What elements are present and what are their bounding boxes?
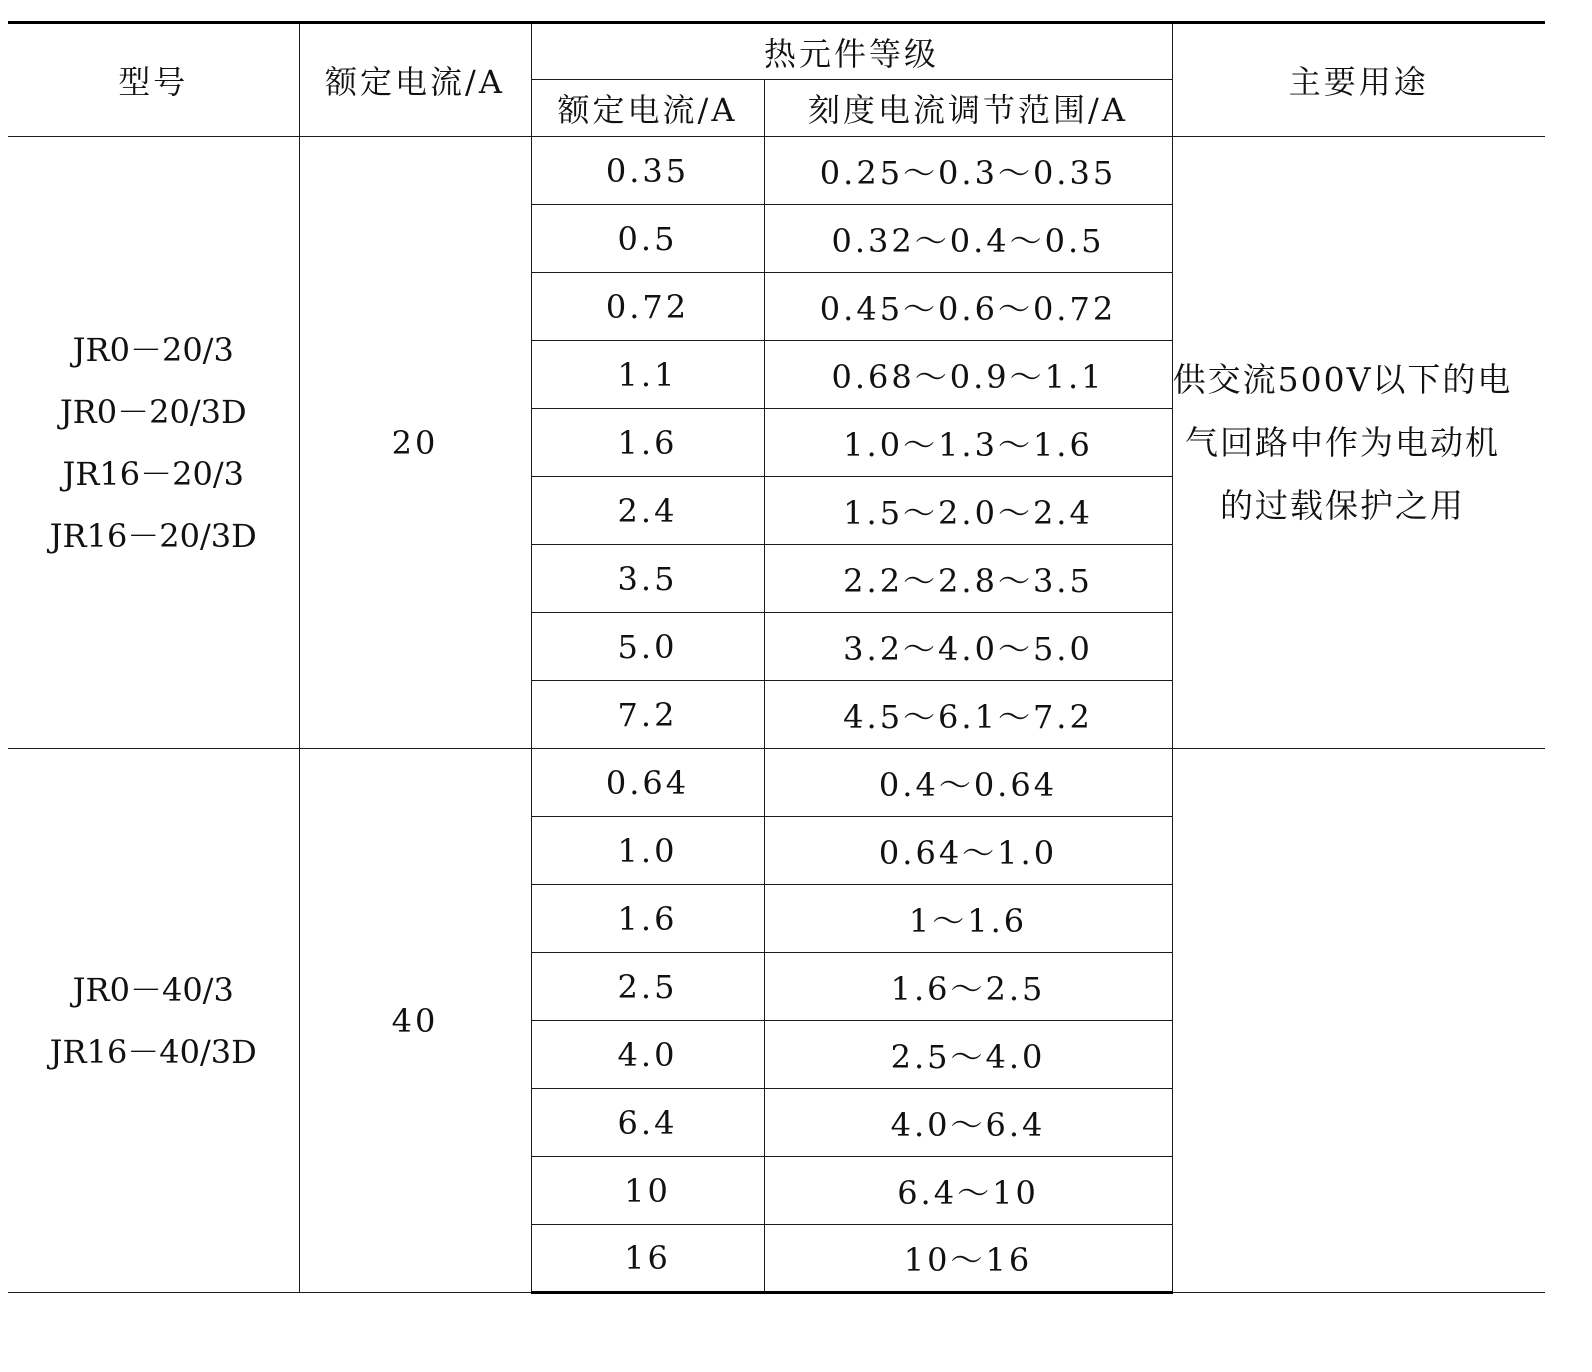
model-name: JR0－40/3: [72, 970, 234, 1009]
usage-text: 供交流500V以下的电气回路中作为电动机的过载保护之用: [1172, 360, 1513, 525]
element-current-cell: 3.5: [531, 545, 764, 613]
rated-current-cell: 20: [299, 137, 531, 749]
header-element-rated-current: 额定电流/A: [531, 80, 764, 137]
element-current-cell: 2.4: [531, 477, 764, 545]
scale-range-cell: 0.45～0.6～0.72: [764, 273, 1172, 341]
element-current-cell: 0.35: [531, 137, 764, 205]
element-current-cell: 2.5: [531, 953, 764, 1021]
element-current-cell: 1.6: [531, 409, 764, 477]
model-name: JR0－20/3D: [59, 392, 247, 431]
table-row: [8, 137, 1545, 205]
rated-current-cell: 40: [299, 749, 531, 1293]
scale-range-cell: 6.4～10: [764, 1157, 1172, 1225]
header-row-1: [8, 23, 1545, 80]
model-name: JR0－20/3: [72, 330, 234, 369]
scale-range-cell: 1～1.6: [764, 885, 1172, 953]
element-current-cell: 1.6: [531, 885, 764, 953]
model-name: JR16－20/3: [62, 454, 244, 493]
element-current-cell: 5.0: [531, 613, 764, 681]
element-current-cell: 0.72: [531, 273, 764, 341]
element-current-cell: 1.1: [531, 341, 764, 409]
usage-cell: [1172, 137, 1545, 749]
element-current-cell: 0.64: [531, 749, 764, 817]
header-usage: 主要用途: [1172, 23, 1545, 137]
header-rated-current: 额定电流/A: [299, 23, 531, 137]
scale-range-cell: 0.32～0.4～0.5: [764, 205, 1172, 273]
table-row: [8, 749, 1545, 817]
scale-range-cell: 2.2～2.8～3.5: [764, 545, 1172, 613]
header-scale-range: 刻度电流调节范围/A: [764, 80, 1172, 137]
thermal-relay-spec-table: [8, 21, 1545, 1294]
scale-range-cell: 0.4～0.64: [764, 749, 1172, 817]
scale-range-cell: 4.0～6.4: [764, 1089, 1172, 1157]
element-current-cell: 4.0: [531, 1021, 764, 1089]
scale-range-cell: 4.5～6.1～7.2: [764, 681, 1172, 749]
scale-range-cell: 2.5～4.0: [764, 1021, 1172, 1089]
element-current-cell: 16: [531, 1225, 764, 1293]
element-current-cell: 6.4: [531, 1089, 764, 1157]
scale-range-cell: 10～16: [764, 1225, 1172, 1293]
scale-range-cell: 1.6～2.5: [764, 953, 1172, 1021]
scale-range-cell: 0.68～0.9～1.1: [764, 341, 1172, 409]
header-model: 型号: [8, 23, 299, 137]
model-cell: [8, 137, 299, 749]
element-current-cell: 7.2: [531, 681, 764, 749]
scale-range-cell: 0.25～0.3～0.35: [764, 137, 1172, 205]
usage-cell-empty: [1172, 749, 1545, 1293]
element-current-cell: 10: [531, 1157, 764, 1225]
scale-range-cell: 1.0～1.3～1.6: [764, 409, 1172, 477]
scale-range-cell: 1.5～2.0～2.4: [764, 477, 1172, 545]
element-current-cell: 0.5: [531, 205, 764, 273]
scale-range-cell: 3.2～4.0～5.0: [764, 613, 1172, 681]
model-cell: [8, 749, 299, 1293]
model-name: JR16－20/3D: [49, 516, 257, 555]
scale-range-cell: 0.64～1.0: [764, 817, 1172, 885]
header-thermal-group: 热元件等级: [531, 23, 1172, 80]
element-current-cell: 1.0: [531, 817, 764, 885]
model-name: JR16－40/3D: [49, 1032, 257, 1071]
